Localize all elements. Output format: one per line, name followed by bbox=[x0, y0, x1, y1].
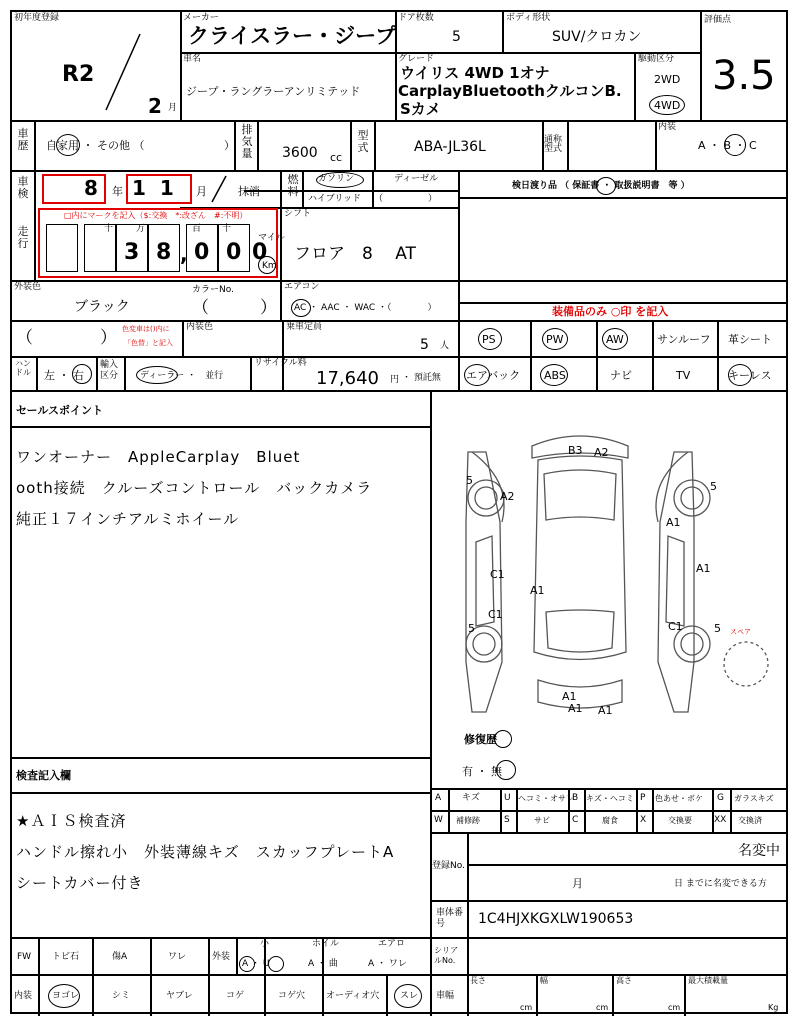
damage-mark: 5 bbox=[714, 622, 721, 635]
score-value: 3.5 bbox=[712, 53, 776, 99]
first-reg-label: 初年度登録 bbox=[14, 13, 60, 23]
damage-mark: A1 bbox=[598, 704, 613, 717]
interior-item: スレ bbox=[400, 991, 419, 1001]
legend-desc: 交換要 bbox=[668, 816, 692, 825]
spare-label: スペア bbox=[730, 628, 751, 636]
capacity-value: 5 bbox=[420, 337, 429, 353]
unit-mile: マイル bbox=[258, 233, 285, 243]
car-name-value: ジープ・ラングラーアンリミテッド bbox=[186, 85, 361, 98]
capacity-unit: 人 bbox=[440, 341, 450, 351]
displacement-value: 3600 bbox=[282, 145, 318, 161]
mileage-digit-box bbox=[46, 224, 78, 272]
unit-km: Km bbox=[262, 261, 277, 271]
import-label: 輸入区分 bbox=[100, 360, 119, 381]
month-unit: 月 bbox=[196, 185, 207, 198]
grade-line2: CarplayBluetoothクルコンB. bbox=[398, 82, 622, 100]
equip-circle bbox=[542, 328, 568, 350]
grade-label: グレード bbox=[398, 54, 435, 64]
sales-point-line: ワンオーナー AppleCarplay Bluet bbox=[16, 448, 301, 466]
first-reg-month: 2 bbox=[148, 94, 162, 118]
mileage-digit: 0 bbox=[226, 240, 242, 265]
damage-mark: A1 bbox=[696, 562, 711, 575]
grade-line3: Sカメ bbox=[400, 100, 441, 118]
sales-points-title: セールスポイント bbox=[16, 404, 104, 417]
legend-desc: サビ bbox=[534, 816, 550, 825]
vin-value: 1C4HJXKGXLW190653 bbox=[478, 911, 634, 927]
interior-item-circle bbox=[394, 984, 422, 1008]
equip-circle bbox=[540, 364, 568, 386]
interior-item-circle bbox=[48, 984, 80, 1008]
aircon-label: エアコン bbox=[284, 282, 320, 292]
handle-value: 左 ・ 右 bbox=[44, 369, 84, 382]
damage-mark: 5 bbox=[468, 622, 475, 635]
documents: 検日渡り品 （ 保証書 ・ 取扱説明書 等 ） bbox=[512, 181, 690, 191]
history-value: 自家用 ・ その他 （ bbox=[46, 139, 145, 152]
equip-circle bbox=[728, 364, 752, 386]
damage-mark: C1 bbox=[490, 568, 505, 581]
capacity-label: 乗車定員 bbox=[286, 322, 323, 332]
history-label: 車歴 bbox=[17, 127, 29, 152]
history-circle bbox=[56, 134, 80, 156]
recycle-label: リサイクル料 bbox=[254, 358, 307, 368]
handle-label: ハンドル bbox=[15, 359, 31, 377]
color-no: （ ） bbox=[192, 298, 277, 318]
model-label: 型式 bbox=[357, 129, 369, 154]
cm-unit: cm bbox=[668, 1003, 681, 1012]
displacement-label: 排気量 bbox=[241, 123, 253, 160]
exterior-label: 外装 bbox=[212, 952, 231, 962]
exterior-color: ブラック bbox=[74, 299, 130, 315]
diagonal-slash-icon bbox=[102, 32, 142, 112]
cm-unit: cm bbox=[520, 1003, 533, 1012]
color-change-note: 色変車は()内に bbox=[122, 325, 170, 333]
frame-label: 車幅 bbox=[436, 991, 455, 1001]
inspection-label: 車検 bbox=[17, 175, 29, 200]
damage-mark: A2 bbox=[594, 446, 609, 459]
legend-code: XX bbox=[714, 815, 727, 825]
exterior-small-vals: A ・ U bbox=[242, 959, 270, 969]
score-label: 評価点 bbox=[704, 15, 732, 25]
interior-item: シミ bbox=[112, 991, 131, 1001]
sales-points-text bbox=[16, 442, 372, 535]
damage-mark: B3 bbox=[568, 444, 583, 457]
sales-point-line: 純正１７インチアルミホイール bbox=[16, 510, 240, 528]
interior-item: オーディオ穴 bbox=[326, 991, 380, 1001]
fw-item: トビ石 bbox=[52, 952, 80, 962]
interior-color-label: 内装色 bbox=[186, 322, 214, 332]
reg-deadline: 日 までに名変できる方 bbox=[674, 879, 767, 889]
equip-leather: 革シート bbox=[728, 333, 772, 346]
inspector-line: ハンドル擦れ小 外装薄線キズ スカッフプレートA bbox=[16, 843, 395, 861]
body-label: ボディ形状 bbox=[506, 13, 551, 23]
recycle-deposit: ・ 預託無 bbox=[402, 373, 441, 383]
damage-mark: A1 bbox=[568, 702, 583, 715]
exterior-a-circle bbox=[239, 956, 255, 972]
repair-none-circle bbox=[496, 760, 516, 780]
paren-right: ） bbox=[100, 328, 117, 348]
slash-icon bbox=[208, 174, 228, 204]
handle-circle bbox=[72, 364, 92, 384]
damage-mark: A1 bbox=[666, 516, 681, 529]
inspector-title: 検査記入欄 bbox=[16, 769, 71, 782]
kg-unit: Kg bbox=[768, 1003, 779, 1012]
mileage-label: 走行 bbox=[17, 225, 29, 250]
interior-item: コゲ穴 bbox=[278, 991, 306, 1001]
repair-label-circle bbox=[494, 730, 512, 748]
repair-value: 有 ・ 無 bbox=[462, 765, 502, 778]
inspector-text bbox=[16, 806, 394, 899]
equip-circle bbox=[464, 364, 490, 386]
model-value: ABA-JL36L bbox=[414, 139, 486, 155]
fuel-other: （ ） bbox=[374, 194, 438, 204]
inspector-line: ★ＡＩＳ検査済 bbox=[16, 812, 127, 830]
paren-left: （ bbox=[16, 328, 33, 348]
unit-km-circle bbox=[258, 256, 276, 274]
equip-navi: ナビ bbox=[610, 369, 632, 382]
interior-grade-circle bbox=[724, 134, 746, 156]
max-load-label: 最大積載量 bbox=[688, 976, 728, 985]
exterior-u-circle bbox=[268, 956, 284, 972]
equipment-note: 装備品のみ ○印 を記入 bbox=[552, 305, 669, 318]
width-label: 幅 bbox=[540, 976, 548, 985]
inspection-year: 8 bbox=[84, 176, 98, 200]
sales-point-line: ooth接続 クルーズコントロール バックカメラ bbox=[16, 479, 373, 497]
equip-ps: PS bbox=[482, 333, 496, 346]
fuel-gas: ガソリン bbox=[318, 174, 355, 184]
fw-item: 傷A bbox=[112, 952, 128, 962]
grade-line1: ウイリス 4WD 1オナ bbox=[400, 64, 550, 82]
drive-4wd-circle bbox=[649, 95, 685, 115]
common-model-label: 通称型式 bbox=[544, 135, 563, 154]
fuel-gas-circle bbox=[316, 172, 364, 188]
interior-label: 内装 bbox=[658, 122, 677, 132]
unit-10k: 万 bbox=[136, 224, 146, 234]
drive-4wd: 4WD bbox=[654, 99, 681, 112]
mileage-note: □内にマークを記入（$:交換 *:改ざん #:不明） bbox=[64, 211, 248, 220]
doors-label: ドア枚数 bbox=[398, 13, 434, 23]
repair-label: 修復歴 bbox=[464, 733, 497, 746]
equip-tv: TV bbox=[676, 369, 691, 382]
interior-item: コゲ bbox=[226, 991, 245, 1001]
color-change-note: 「色替」と記入 bbox=[124, 339, 173, 347]
wheel-vals: A ・ 曲 bbox=[308, 959, 338, 969]
displacement-unit: cc bbox=[330, 151, 343, 164]
legend-code: S bbox=[504, 815, 510, 825]
mileage-digit: 8 bbox=[156, 240, 172, 265]
mileage-digit: 3 bbox=[124, 240, 140, 265]
recycle-value: 17,640 bbox=[316, 368, 379, 389]
legend-code: W bbox=[434, 815, 443, 825]
legend-code: U bbox=[504, 793, 511, 803]
serial-label: シリアルNo. bbox=[434, 946, 458, 965]
legend-desc: ヘコミ・オサレ bbox=[518, 794, 574, 803]
year-unit: 年 bbox=[112, 185, 123, 198]
aircon-circle bbox=[291, 299, 311, 317]
month-unit: 月 bbox=[168, 103, 178, 113]
unit-plus: 十 bbox=[222, 224, 232, 234]
cancel-text: 抹消 bbox=[238, 185, 260, 198]
doors-value: 5 bbox=[452, 29, 461, 45]
damage-mark: C1 bbox=[488, 608, 503, 621]
aero-vals: A ・ ワレ bbox=[368, 959, 407, 969]
name-change: 名変中 bbox=[738, 843, 780, 859]
legend-desc: ガラスキズ bbox=[734, 794, 774, 803]
fw-label: FW bbox=[17, 952, 32, 962]
equip-aw: AW bbox=[606, 333, 624, 346]
inspector-line: シートカバー付き bbox=[16, 874, 144, 892]
legend-desc: 色あせ・ボケ bbox=[655, 794, 703, 803]
fw-item: ワレ bbox=[168, 952, 187, 962]
legend-desc: キズ bbox=[462, 793, 480, 803]
exterior-color-label: 外装色 bbox=[14, 282, 42, 292]
vin-label: 車体番号 bbox=[436, 908, 464, 929]
equip-pw: PW bbox=[546, 333, 564, 346]
legend-desc: 腐食 bbox=[602, 816, 618, 825]
equip-keyless: キーレス bbox=[728, 369, 772, 382]
damage-mark: A1 bbox=[530, 584, 545, 597]
damage-mark: 5 bbox=[710, 480, 717, 493]
shift-label: シフト bbox=[284, 209, 312, 219]
legend-desc: キズ・ヘコミ bbox=[586, 794, 634, 803]
equip-sunroof: サンルーフ bbox=[657, 333, 711, 346]
equip-circle bbox=[478, 328, 502, 350]
maker-label: メーカー bbox=[183, 13, 219, 23]
import-value: ディーラー ・ 並行 bbox=[140, 371, 224, 381]
equip-circle bbox=[602, 328, 628, 350]
first-reg-era: R2 bbox=[62, 62, 95, 87]
interior-item: ヨゴレ bbox=[52, 991, 80, 1001]
legend-code: G bbox=[717, 793, 724, 803]
damage-mark: C1 bbox=[668, 620, 683, 633]
wheel-label: ホイル bbox=[312, 939, 340, 949]
damage-mark: A2 bbox=[500, 490, 515, 503]
inspection-month: 11 bbox=[132, 176, 188, 200]
color-no-label: カラーNo. bbox=[192, 285, 234, 295]
legend-desc: 補修跡 bbox=[456, 816, 480, 825]
mileage-comma: , bbox=[180, 242, 188, 266]
interior-item: ヤブレ bbox=[166, 991, 193, 1001]
legend-code: X bbox=[640, 815, 647, 825]
import-circle bbox=[136, 366, 178, 384]
shift-value: フロア 8 AT bbox=[294, 244, 416, 264]
equip-airbag: エアバック bbox=[466, 369, 521, 382]
car-name-label: 車名 bbox=[183, 54, 202, 64]
mileage-digit: 0 bbox=[194, 240, 210, 265]
fuel-label: 燃料 bbox=[287, 173, 299, 198]
legend-code: B bbox=[572, 793, 579, 803]
height-label: 高さ bbox=[616, 976, 632, 985]
drive-label: 駆動区分 bbox=[638, 54, 675, 64]
maker-value: クライスラー・ジープ bbox=[188, 24, 397, 48]
history-close: ） bbox=[224, 139, 235, 152]
mileage-digit: 0 bbox=[252, 240, 268, 265]
interior-grades: A ・ B ・ C bbox=[698, 139, 757, 152]
equip-abs: ABS bbox=[544, 369, 566, 382]
reg-month: 月 bbox=[572, 877, 583, 890]
recycle-unit: 円 bbox=[390, 375, 400, 385]
length-label: 長さ bbox=[470, 976, 486, 985]
interior-bottom-label: 内装 bbox=[14, 991, 33, 1001]
unit-plus: 十 bbox=[104, 224, 114, 234]
legend-code: P bbox=[640, 793, 646, 803]
legend-desc: 交換済 bbox=[738, 816, 762, 825]
car-diagram bbox=[432, 412, 788, 722]
damage-mark: 5 bbox=[466, 474, 473, 487]
fuel-hybrid: ハイブリッド bbox=[308, 194, 362, 204]
auction-sheet bbox=[10, 10, 788, 1014]
unit-100: 百 bbox=[192, 224, 202, 234]
cm-unit: cm bbox=[596, 1003, 609, 1012]
body-value: SUV/クロカン bbox=[552, 29, 642, 45]
legend-code: C bbox=[572, 815, 579, 825]
fuel-diesel: ディーゼル bbox=[394, 174, 439, 184]
legend-code: A bbox=[435, 793, 442, 803]
documents-circle bbox=[596, 177, 616, 195]
damage-mark: A1 bbox=[562, 690, 577, 703]
drive-2wd: 2WD bbox=[654, 73, 681, 86]
exterior-small-label: 小 bbox=[260, 939, 270, 949]
aircon-value: AC ・ AAC ・ WAC ・（ ） bbox=[294, 303, 437, 313]
aero-label: エアロ bbox=[378, 939, 406, 949]
registration-label: 登録No. bbox=[432, 861, 465, 871]
